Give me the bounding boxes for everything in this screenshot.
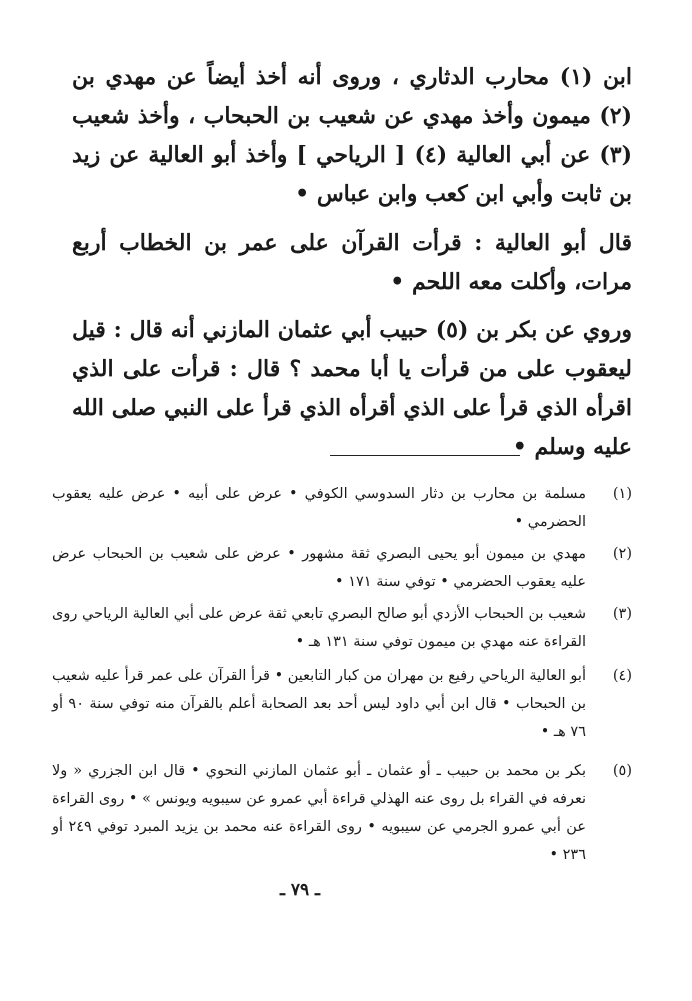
body-paragraph: وروي عن بكر بن (٥) حبيب أبي عثمان المازني أنه قال : قيل ليعقوب على من قرأت يا أبا محمد ؟ قال : قرأت على الذي اقرأه الذي قرأ على الذي أقرأه الذي قرأ على النبي صلى الله عليه وسلم • (72, 317, 632, 460)
footnote-number: (١) (612, 486, 632, 502)
body-paragraph: قال أبو العالية : قرأت القرآن على عمر بن الخطاب أربع مرات، وأكلت معه اللحم • (72, 230, 632, 295)
body-paragraph: ابن (١) محارب الدثاري ، وروى أنه أخذ أيضاً عن مهدي بن (٢) ميمون وأخذ مهدي عن شعيب بن الحبحاب ، وأخذ شعيب (٣) عن أبي العالية (٤) [ الرياحي ] وأخذ أبو العالية عن زيد بن ثابت وأبي ابن كعب وابن عباس • (72, 64, 633, 207)
footnote (52, 480, 632, 536)
footnote-separator (330, 455, 520, 456)
footnote-number: (٥) (612, 763, 632, 779)
footnote (52, 600, 632, 656)
footnote (52, 662, 632, 746)
footnote-text: شعيب بن الحبحاب الأزدي أبو صالح البصري تابعي ثقة عرض على أبي العالية الرياحي روى القراءة عنه مهدي بن ميمون توفي سنة ١٣١ هـ • (52, 606, 586, 650)
footnote-text: مسلمة بن محارب بن دثار السدوسي الكوفي • عرض على أبيه • عرض عليه يعقوب الحضرمي • (52, 486, 586, 530)
footnote-number: (٢) (612, 546, 632, 562)
footnote (52, 540, 632, 596)
footnote-text: أبو العالية الرياحي رفيع بن مهران من كبار التابعين • قرأ القرآن على عمر قرأ عليه شعيب بن الحبحاب • قال ابن أبي داود ليس أحد بعد الصحابة أعلم بالقرآن منه توفي سنة ٩٠ أو ٧٦ هـ • (52, 668, 586, 740)
footnote-text: مهدي بن ميمون أبو يحيى البصري ثقة مشهور • عرض على شعيب بن الحبحاب عرض عليه يعقوب الحضرمي • توفي سنة ١٧١ • (52, 546, 586, 590)
footnote-number: (٤) (612, 668, 632, 684)
footnote-number: (٣) (612, 606, 632, 622)
footnote (52, 757, 632, 869)
page-number: ـ ٧٩ ـ (279, 880, 321, 900)
footnote-text: بكر بن محمد بن حبيب ـ أو عثمان ـ أبو عثمان المازني النحوي • قال ابن الجزري « ولا نعرفه في القراء بل روى عنه الهذلي قراءة أبي عمرو عن سيبويه ويونس » • روى القراءة عن أبي عمرو الجرمي عن سيبويه • روى القراءة عنه محمد بن يزيد المبرد توفي ٢٤٩ أو ٢٣٦ • (52, 763, 586, 863)
